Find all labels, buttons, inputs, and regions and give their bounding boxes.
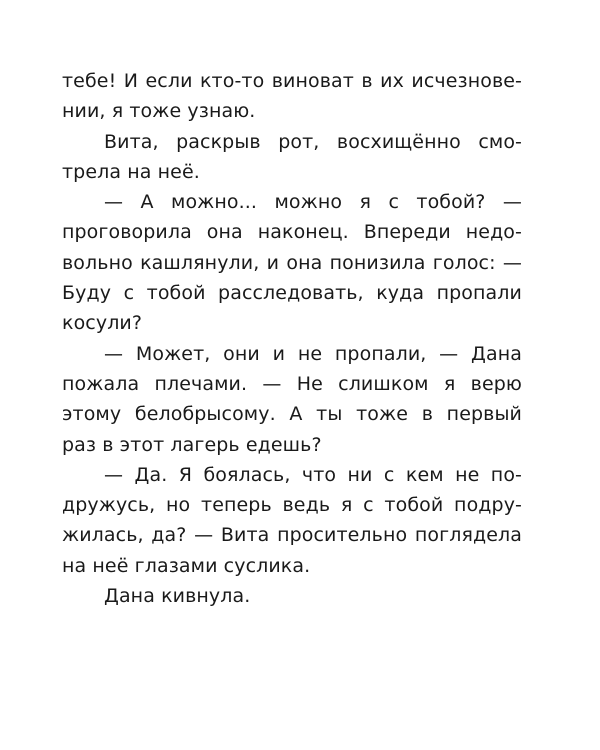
text-line: проговорила она наконец. Впереди недо-: [62, 221, 522, 244]
text-line: Буду с тобой расследовать, куда пропали: [62, 282, 522, 305]
text-line: пожала плечами. — Не слишком я верю: [62, 372, 522, 395]
text-line: — Может, они и не пропали, — Дана: [104, 342, 522, 365]
text-line: на неё глазами суслика.: [62, 554, 311, 577]
text-line: тебе! И если кто-то виноват в их исчезнове-: [62, 70, 522, 92]
text-line: Дана кивнула.: [104, 585, 251, 608]
page-text: [62, 66, 522, 611]
text-line: нии, я тоже узнаю.: [62, 100, 256, 123]
text-line: жилась, да? — Вита просительно поглядела: [62, 524, 522, 547]
text-line: дружусь, но теперь ведь я с тобой подру-: [62, 494, 522, 517]
text-line: трела на неё.: [62, 160, 200, 183]
text-line: — Да. Я боялась, что ни с кем не по-: [104, 463, 522, 486]
text-line: косули?: [62, 312, 143, 335]
text-line: раз в этот лагерь едешь?: [62, 433, 322, 456]
text-line: вольно кашлянули, и она понизила голос: —: [62, 251, 522, 274]
text-line: — А можно... можно я с тобой? —: [104, 191, 522, 214]
text-line: Вита, раскрыв рот, восхищённо смо-: [104, 130, 522, 153]
text-line: этому белобрысому. А ты тоже в первый: [62, 403, 522, 426]
